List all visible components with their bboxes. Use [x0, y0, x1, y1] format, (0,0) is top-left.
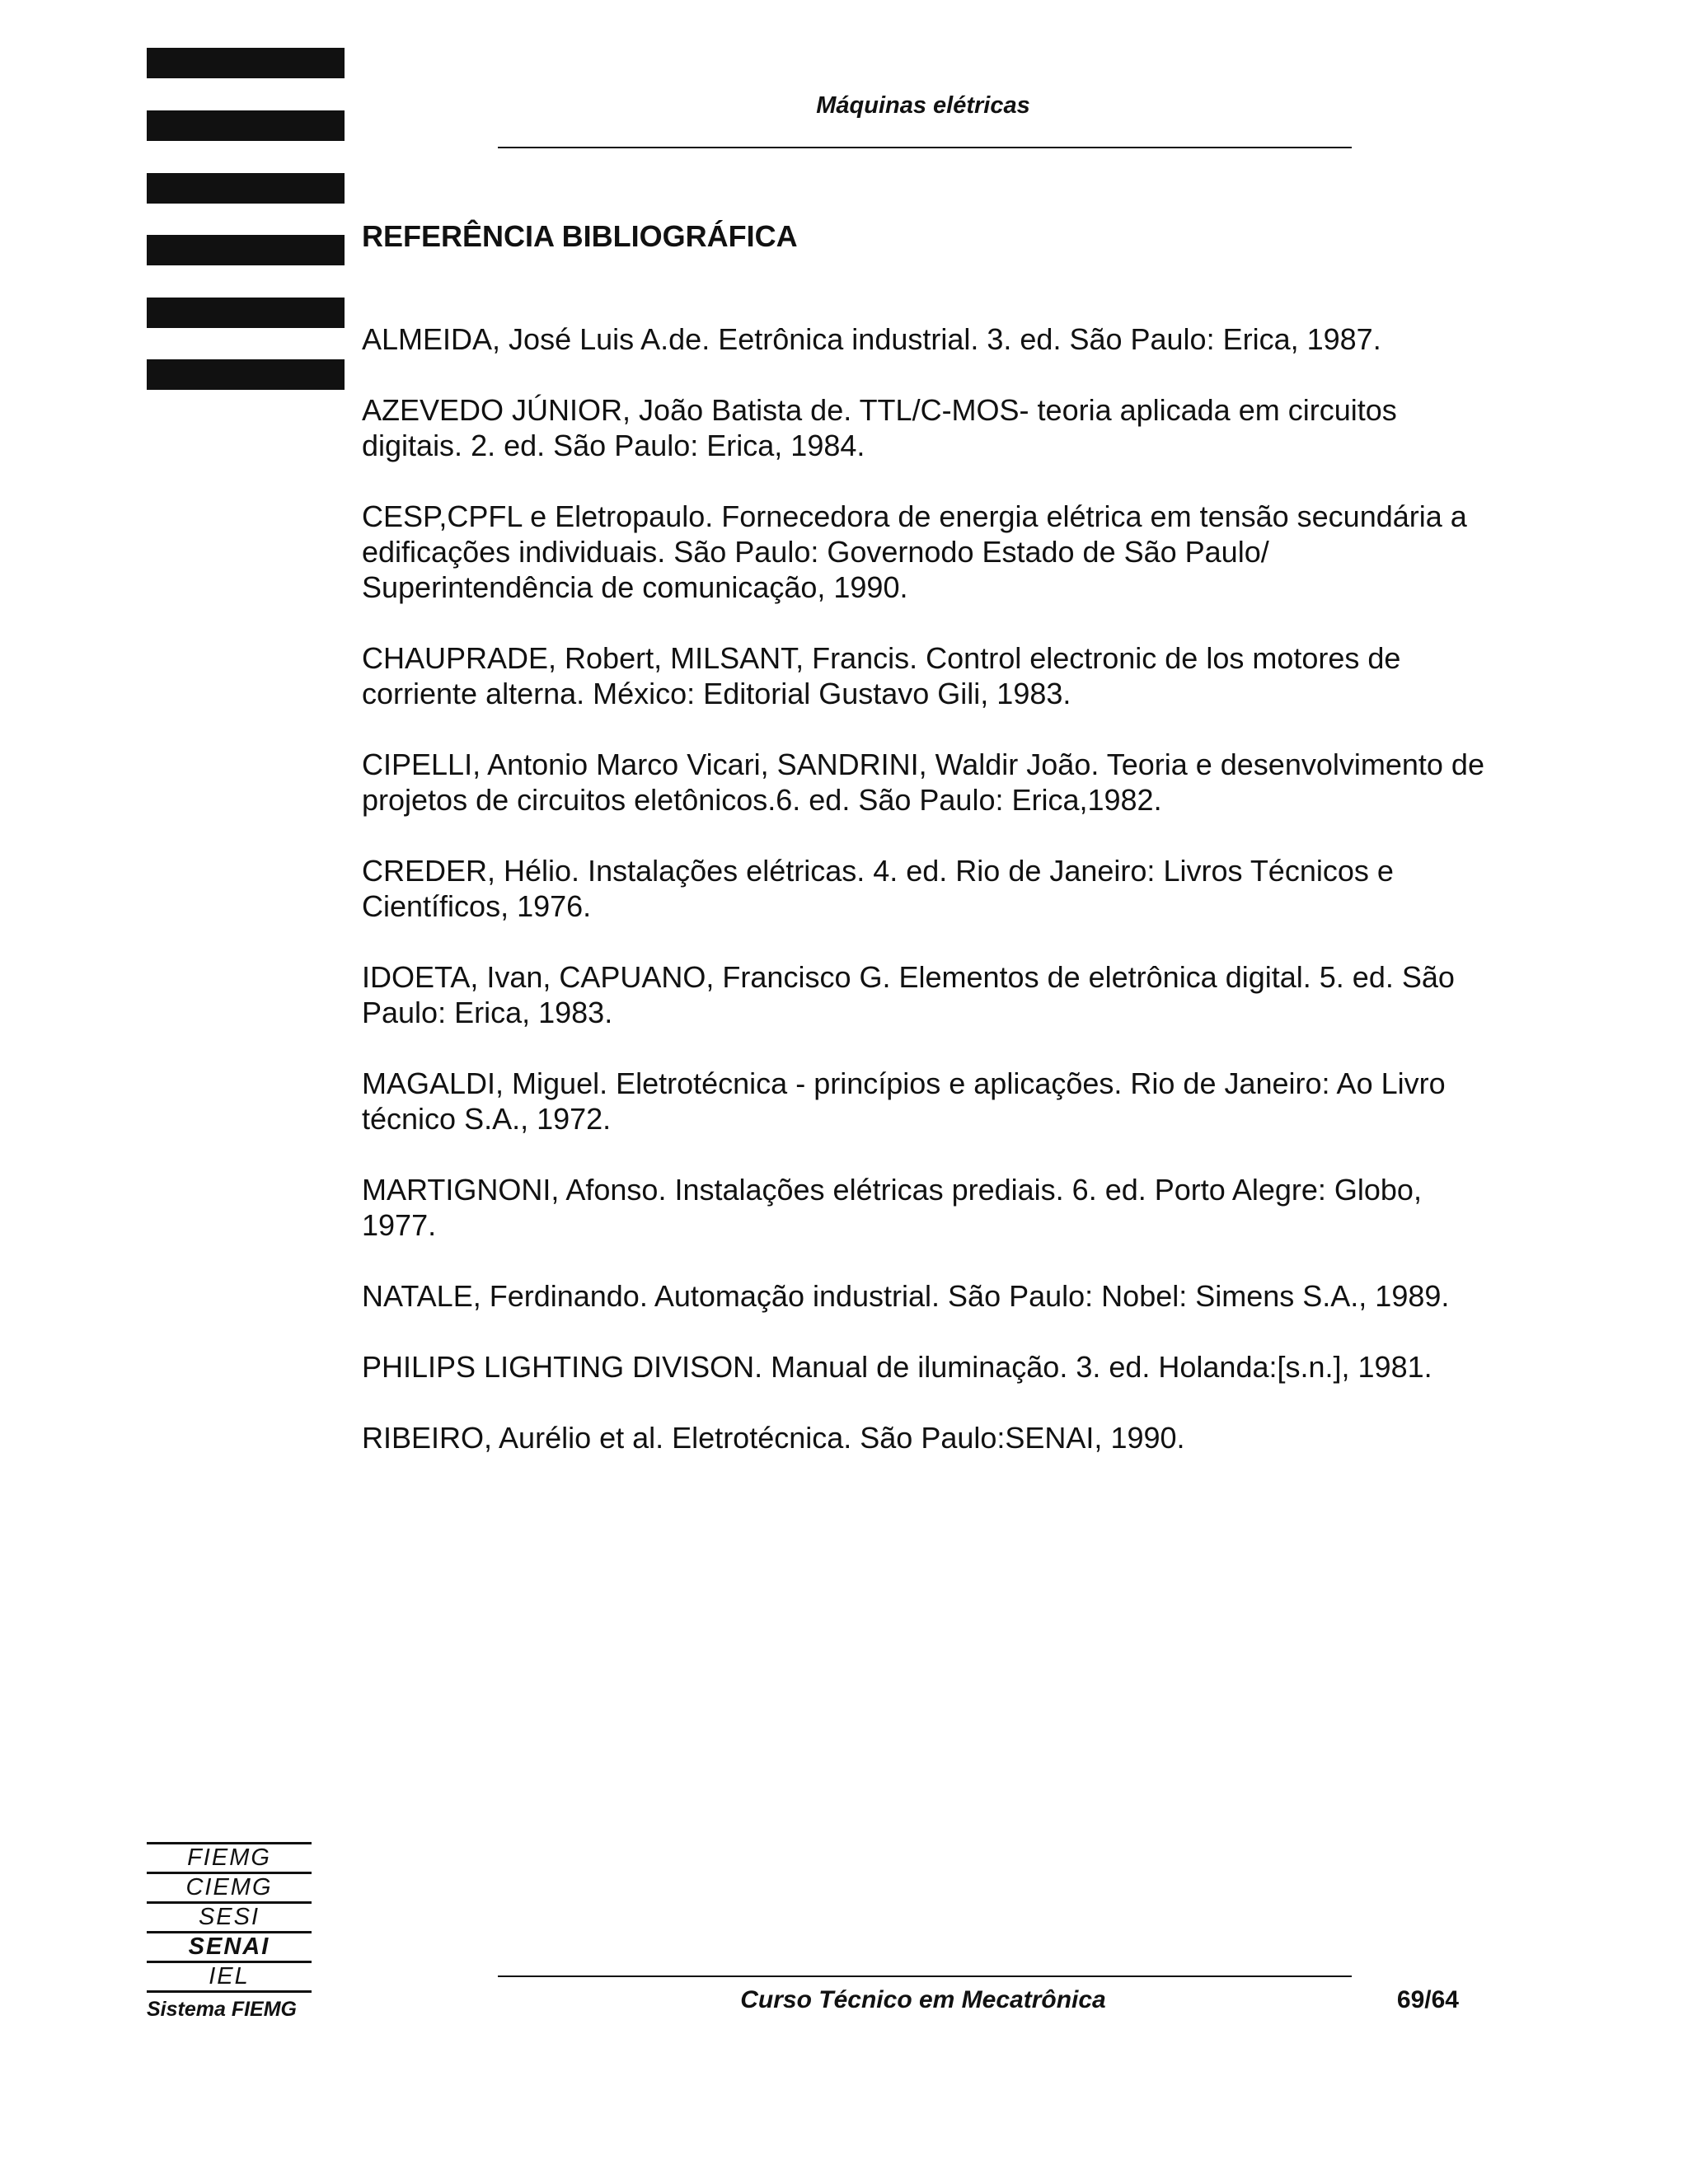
logo-divider — [147, 1990, 312, 1993]
logo-entity-ciemg: CIEMG — [185, 1874, 273, 1900]
reference-entry: CESP,CPFL e Eletropaulo. Fornecedora de energia elétrica em tensão secundária a edificações individuais. São Paulo: Governodo Estado de São Paulo/ Superintendência de comunicação, 1990. — [362, 499, 1467, 604]
decorative-bar — [147, 110, 345, 141]
reference-entry: CIPELLI, Antonio Marco Vicari, SANDRINI, Waldir João. Teoria e desenvolvimento de projetos de circuitos eletônicos.6. ed. São Paulo: Erica,1982. — [362, 748, 1484, 817]
running-title: Máquinas elétricas — [816, 92, 1030, 119]
section-title: REFERÊNCIA BIBLIOGRÁFICA — [362, 219, 798, 253]
reference-entry: CREDER, Hélio. Instalações elétricas. 4. ed. Rio de Janeiro: Livros Técnicos e Científicos, 1976. — [362, 854, 1394, 923]
reference-entry: ALMEIDA, José Luis A.de. Eetrônica industrial. 3. ed. São Paulo: Erica, 1987. — [362, 322, 1381, 356]
logo-entity-fiemg: FIEMG — [187, 1844, 271, 1871]
decorative-bar — [147, 359, 345, 390]
reference-list — [362, 321, 1491, 1491]
decorative-bar — [147, 48, 345, 78]
reference-entry: AZEVEDO JÚNIOR, João Batista de. TTL/C-MOS- teoria aplicada em circuitos digitais. 2. ed. São Paulo: Erica, 1984. — [362, 393, 1397, 462]
decorative-bar — [147, 298, 345, 328]
footer-rule — [498, 1975, 1352, 1977]
reference-entry: MARTIGNONI, Afonso. Instalações elétricas prediais. 6. ed. Porto Alegre: Globo, 1977. — [362, 1173, 1422, 1242]
reference-entry: MAGALDI, Miguel. Eletrotécnica - princípios e aplicações. Rio de Janeiro: Ao Livro técnico S.A., 1972. — [362, 1066, 1446, 1136]
page-number: 69/64 — [1396, 1986, 1459, 2013]
reference-entry: RIBEIRO, Aurélio et al. Eletrotécnica. São Paulo:SENAI, 1990. — [362, 1421, 1185, 1455]
logo-caption: Sistema FIEMG — [147, 1998, 297, 2021]
decorative-bar — [147, 235, 345, 265]
logo-entity-iel: IEL — [209, 1963, 250, 1990]
logo-entity-sesi: SESI — [198, 1904, 260, 1930]
header-rule — [498, 147, 1352, 148]
reference-entry: CHAUPRADE, Robert, MILSANT, Francis. Control electronic de los motores de corriente alterna. México: Editorial Gustavo Gili, 1983. — [362, 641, 1401, 710]
reference-entry: PHILIPS LIGHTING DIVISON. Manual de iluminação. 3. ed. Holanda:[s.n.], 1981. — [362, 1350, 1432, 1384]
sistema-fiemg-logo — [147, 1842, 312, 2022]
decorative-bar — [147, 173, 345, 204]
reference-entry: IDOETA, Ivan, CAPUANO, Francisco G. Elementos de eletrônica digital. 5. ed. São Paulo: Erica, 1983. — [362, 960, 1455, 1029]
logo-entity-senai: SENAI — [188, 1933, 270, 1960]
footer-course-title: Curso Técnico em Mecatrônica — [740, 1986, 1106, 2013]
reference-entry: NATALE, Ferdinando. Automação industrial. São Paulo: Nobel: Simens S.A., 1989. — [362, 1279, 1450, 1313]
